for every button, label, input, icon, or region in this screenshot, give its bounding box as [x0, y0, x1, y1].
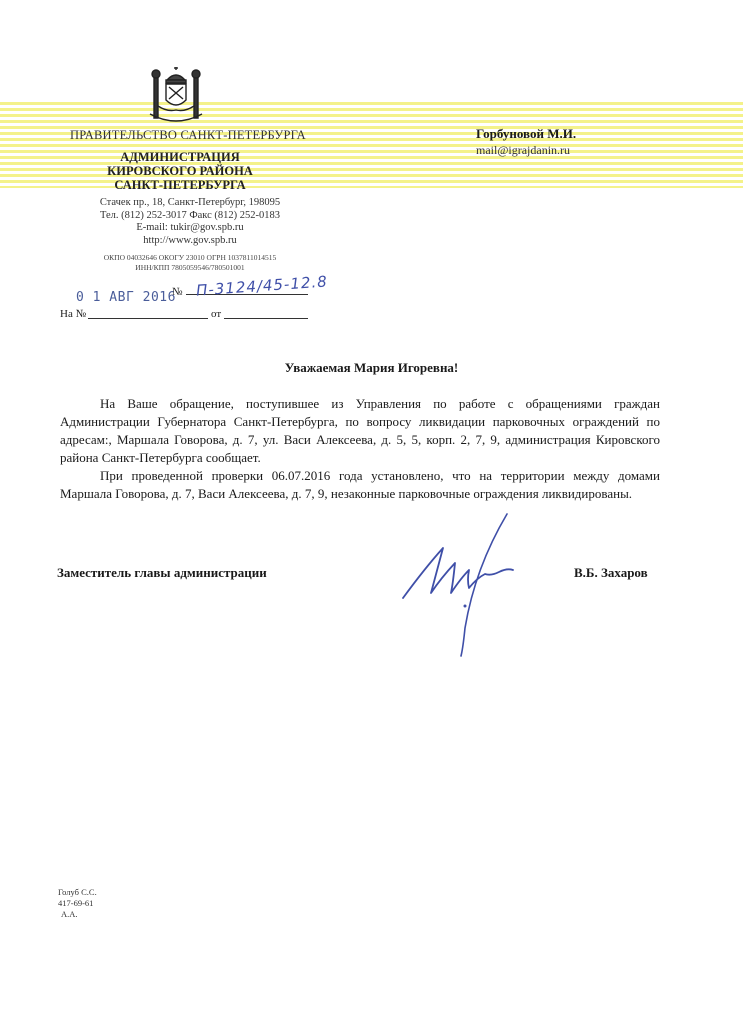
- handwritten-signature: [395, 508, 545, 658]
- date-stamp: 0 1 АВГ 2016: [76, 290, 176, 305]
- reference-from-label: от: [211, 308, 222, 320]
- reference-label: На №: [60, 308, 87, 320]
- administration-line: АДМИНИСТРАЦИЯ: [120, 150, 240, 164]
- administration-line: КИРОВСКОГО РАЙОНА: [107, 164, 253, 178]
- salutation: Уважаемая Мария Игоревна!: [284, 360, 459, 375]
- website-line: http://www.gov.spb.ru: [143, 234, 237, 246]
- number-label: №: [172, 286, 183, 298]
- letter-body: [60, 395, 660, 503]
- signatory-name: В.Б. Захаров: [574, 565, 648, 580]
- signatory-position: Заместитель главы администрации: [57, 565, 267, 580]
- body-paragraph: При проведенной проверки 06.07.2016 года установлено, что на территории между домами Маршала Говорова, д. 7, Васи Алексеева, д. 7, 9, незаконные парковочные ограждения ликвидированы.: [60, 468, 660, 501]
- recipient-email: mail@igrajdanin.ru: [476, 143, 571, 157]
- reference-number-underline: [88, 318, 208, 319]
- address-line: Стачек пр., 18, Санкт-Петербург, 198095: [99, 197, 281, 208]
- government-title: ПРАВИТЕЛЬСТВО САНКТ-ПЕТЕРБУРГА: [70, 128, 306, 142]
- administration-line: САНКТ-ПЕТЕРБУРГА: [114, 178, 246, 192]
- address-block: [60, 197, 320, 247]
- executor-phone: 417-69-61: [58, 898, 94, 908]
- codes-line: ОКПО 04032646 ОКОГУ 23010 ОГРН 1037811014515: [103, 253, 277, 262]
- registration-codes: [60, 253, 320, 273]
- phone-line: Тел. (812) 252-3017 Факс (812) 252-0183: [99, 209, 281, 221]
- executor-name: Голуб С.С.: [58, 887, 97, 897]
- executor-initials: А.А.: [61, 909, 78, 919]
- recipient-name: Горбуновой М.И.: [476, 126, 577, 141]
- reference-date-underline: [224, 318, 308, 319]
- executor-info: [58, 887, 97, 920]
- email-line: E-mail: tukir@gov.spb.ru: [136, 222, 244, 233]
- codes-line: ИНН/КПП 7805059546/780501001: [135, 263, 245, 272]
- handwritten-registration-number: П-3124/45-12.8: [195, 272, 329, 300]
- coat-of-arms-icon: [145, 66, 207, 128]
- administration-title: [80, 150, 280, 192]
- body-paragraph: На Ваше обращение, поступившее из Управления по работе с обращениями граждан Администрации Губернатора Санкт-Петербурга, по вопросу ликвидации парковочных ограждений по адресам:, Маршала Говорова, д. 7, ул. Васи Алексеева, д. 5, 5, корп. 2, 7, 9, администрация Кировского района Санкт-Петербурга сообщает.: [60, 396, 660, 465]
